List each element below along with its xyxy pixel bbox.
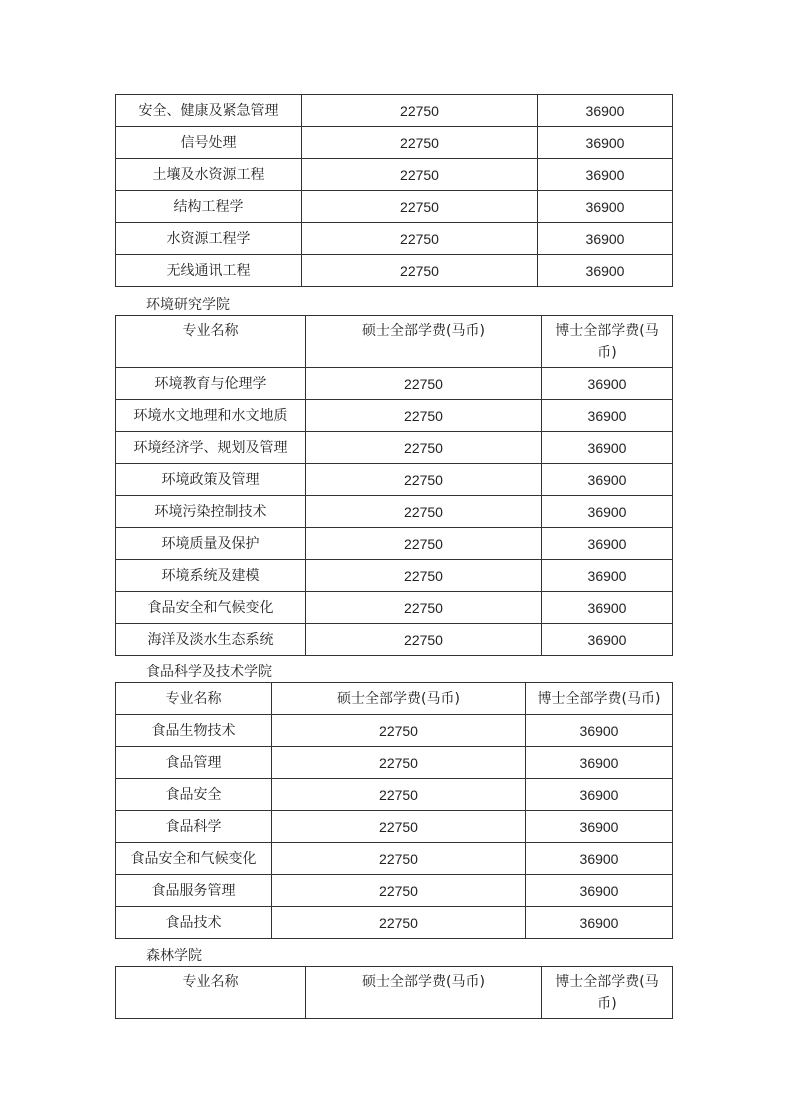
program-name: 食品生物技术 xyxy=(116,715,272,747)
master-fee: 22750 xyxy=(306,624,542,656)
master-fee: 22750 xyxy=(306,528,542,560)
master-fee: 22750 xyxy=(272,811,526,843)
master-fee: 22750 xyxy=(272,843,526,875)
program-name: 结构工程学 xyxy=(116,191,302,223)
phd-fee: 36900 xyxy=(526,843,673,875)
table-row xyxy=(116,496,673,528)
table-row xyxy=(116,811,673,843)
program-name: 食品管理 xyxy=(116,747,272,779)
master-fee: 22750 xyxy=(306,368,542,400)
phd-fee: 36900 xyxy=(526,715,673,747)
master-fee: 22750 xyxy=(302,255,538,287)
phd-fee: 36900 xyxy=(538,255,673,287)
header-program-name: 专业名称 xyxy=(116,967,306,1019)
phd-fee: 36900 xyxy=(542,432,673,464)
phd-fee: 36900 xyxy=(538,159,673,191)
master-fee: 22750 xyxy=(306,592,542,624)
program-name: 安全、健康及紧急管理 xyxy=(116,95,302,127)
table-row xyxy=(116,843,673,875)
section-title-forestry: 森林学院 xyxy=(146,948,202,964)
program-name: 海洋及淡水生态系统 xyxy=(116,624,306,656)
program-name: 环境系统及建模 xyxy=(116,560,306,592)
table-row xyxy=(116,560,673,592)
table-row xyxy=(116,592,673,624)
section-title-food-science: 食品科学及技术学院 xyxy=(146,664,272,680)
phd-fee: 36900 xyxy=(542,400,673,432)
phd-fee: 36900 xyxy=(538,191,673,223)
program-name: 食品科学 xyxy=(116,811,272,843)
master-fee: 22750 xyxy=(272,907,526,939)
phd-fee: 36900 xyxy=(542,464,673,496)
table-row xyxy=(116,432,673,464)
table-row xyxy=(116,779,673,811)
program-name: 水资源工程学 xyxy=(116,223,302,255)
table-row xyxy=(116,875,673,907)
table-row xyxy=(116,400,673,432)
master-fee: 22750 xyxy=(306,400,542,432)
phd-fee: 36900 xyxy=(538,127,673,159)
phd-fee: 36900 xyxy=(526,747,673,779)
program-name: 环境污染控制技术 xyxy=(116,496,306,528)
header-program-name: 专业名称 xyxy=(116,683,272,715)
table-header-row xyxy=(116,316,673,368)
program-name: 环境水文地理和水文地质 xyxy=(116,400,306,432)
program-name: 环境质量及保护 xyxy=(116,528,306,560)
master-fee: 22750 xyxy=(302,127,538,159)
master-fee: 22750 xyxy=(272,875,526,907)
master-fee: 22750 xyxy=(306,560,542,592)
phd-fee: 36900 xyxy=(526,811,673,843)
header-program-name: 专业名称 xyxy=(116,316,306,368)
program-name: 无线通讯工程 xyxy=(116,255,302,287)
program-name: 土壤及水资源工程 xyxy=(116,159,302,191)
fees-table-food-science xyxy=(115,682,673,939)
master-fee: 22750 xyxy=(272,715,526,747)
table-row xyxy=(116,223,673,255)
header-phd-fee: 博士全部学费(马币) xyxy=(526,683,673,715)
header-phd-fee xyxy=(542,967,673,1019)
table-row xyxy=(116,95,673,127)
phd-fee: 36900 xyxy=(542,560,673,592)
program-name: 环境教育与伦理学 xyxy=(116,368,306,400)
header-phd-fee xyxy=(542,316,673,368)
table-row xyxy=(116,715,673,747)
program-name: 食品安全和气候变化 xyxy=(116,592,306,624)
table-row xyxy=(116,747,673,779)
fees-table-forestry xyxy=(115,966,673,1019)
program-name: 食品安全 xyxy=(116,779,272,811)
master-fee: 22750 xyxy=(302,223,538,255)
table-row xyxy=(116,191,673,223)
phd-fee: 36900 xyxy=(542,496,673,528)
fees-table-environment xyxy=(115,315,673,656)
phd-fee: 36900 xyxy=(542,528,673,560)
phd-fee: 36900 xyxy=(542,624,673,656)
header-master-fee: 硕士全部学费(马币) xyxy=(272,683,526,715)
master-fee: 22750 xyxy=(272,779,526,811)
master-fee: 22750 xyxy=(302,159,538,191)
table-row xyxy=(116,127,673,159)
header-phd-fee-line1: 博士全部学费(马 xyxy=(555,323,659,339)
master-fee: 22750 xyxy=(302,191,538,223)
table-header-row xyxy=(116,967,673,1019)
phd-fee: 36900 xyxy=(526,779,673,811)
master-fee: 22750 xyxy=(306,464,542,496)
phd-fee: 36900 xyxy=(526,875,673,907)
program-name: 信号处理 xyxy=(116,127,302,159)
master-fee: 22750 xyxy=(306,496,542,528)
master-fee: 22750 xyxy=(306,432,542,464)
table-row xyxy=(116,368,673,400)
phd-fee: 36900 xyxy=(538,223,673,255)
program-name: 食品服务管理 xyxy=(116,875,272,907)
table-row xyxy=(116,624,673,656)
master-fee: 22750 xyxy=(272,747,526,779)
master-fee: 22750 xyxy=(302,95,538,127)
program-name: 环境经济学、规划及管理 xyxy=(116,432,306,464)
fees-table-engineering xyxy=(115,94,673,287)
phd-fee: 36900 xyxy=(542,368,673,400)
program-name: 食品技术 xyxy=(116,907,272,939)
header-phd-fee-line2: 币) xyxy=(597,996,617,1012)
table-row xyxy=(116,528,673,560)
phd-fee: 36900 xyxy=(542,592,673,624)
phd-fee: 36900 xyxy=(538,95,673,127)
header-phd-fee-line1: 博士全部学费(马 xyxy=(555,974,659,990)
phd-fee: 36900 xyxy=(526,907,673,939)
table-header-row xyxy=(116,683,673,715)
header-master-fee: 硕士全部学费(马币) xyxy=(306,967,542,1019)
program-name: 环境政策及管理 xyxy=(116,464,306,496)
program-name: 食品安全和气候变化 xyxy=(116,843,272,875)
table-row xyxy=(116,255,673,287)
table-row xyxy=(116,464,673,496)
header-phd-fee-line2: 币) xyxy=(597,345,617,361)
table-row xyxy=(116,907,673,939)
section-title-environment: 环境研究学院 xyxy=(146,297,230,313)
table-row xyxy=(116,159,673,191)
header-master-fee: 硕士全部学费(马币) xyxy=(306,316,542,368)
